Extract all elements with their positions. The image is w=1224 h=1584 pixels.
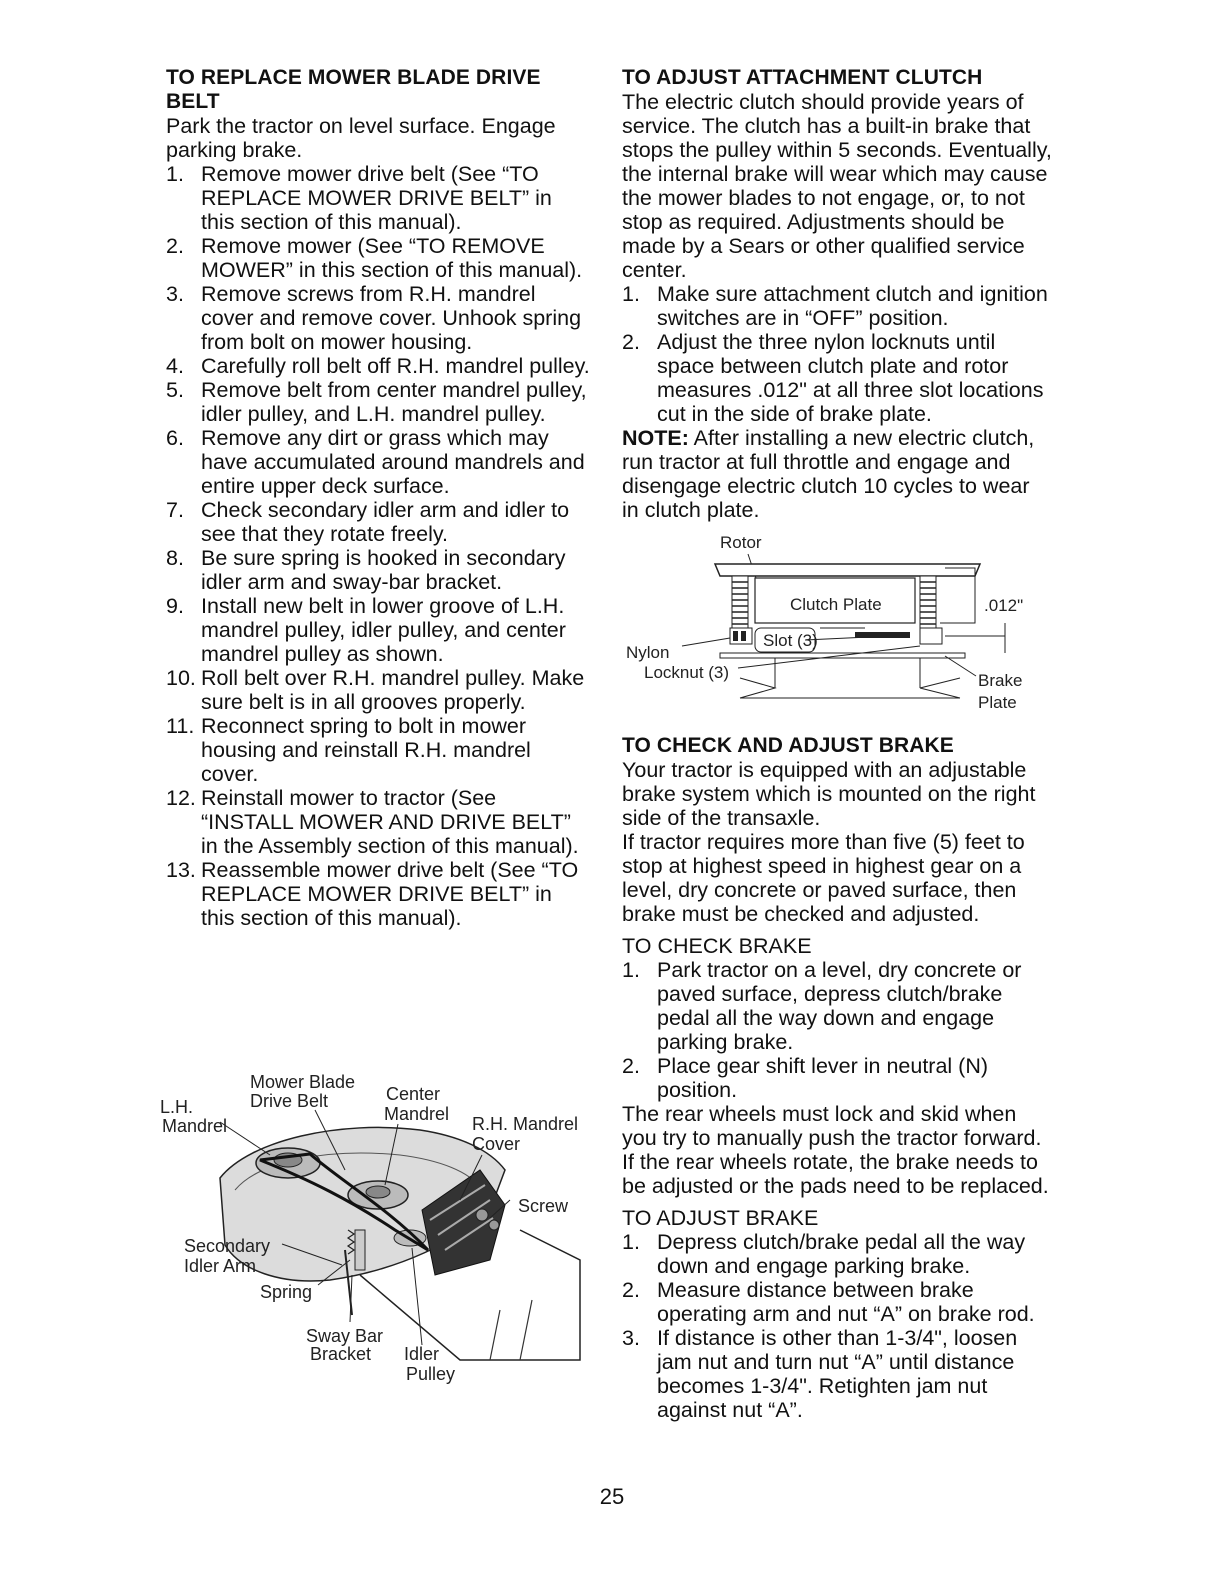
clutch-figure [620, 528, 1040, 718]
label-center-mandrel: Mandrel [384, 1104, 450, 1124]
replace-belt-intro: Park the tractor on level surface. Engage parking brake. [166, 114, 556, 162]
label-bracket: Bracket [310, 1344, 372, 1364]
adjust-brake-steps [622, 1230, 1052, 1422]
section-heading-replace-belt: TO REPLACE MOWER BLADE DRIVE BELT [166, 66, 541, 113]
list-item: 1. Depress clutch/brake pedal all the way down and engage parking brake. [622, 1230, 1026, 1278]
label-spring: Spring [260, 1282, 313, 1302]
label-mandrel: Mandrel [162, 1116, 228, 1136]
list-item: 6. Remove any dirt or grass which may have accumulated around mandrels and entire upper deck surface. [166, 426, 585, 498]
brake-intro-1: Your tractor is equipped with an adjustable brake system which is mounted on the right side of the transaxle. [622, 758, 1036, 830]
label-slot: Slot (3) [763, 631, 818, 650]
clutch-intro: The electric clutch should provide years of service. The clutch has a built-in brake that stops the pulley within 5 seconds. Eventually, the internal brake will wear which may cause the mower blades to not engage, or, to not stop as required. Adjustments should be made by a Sears or other qualified service center. [622, 90, 1052, 282]
section-heading-brake: TO CHECK AND ADJUST BRAKE [622, 734, 954, 757]
label-pulley: Pulley [406, 1364, 456, 1384]
list-item: 11. Reconnect spring to bolt in mower housing and reinstall R.H. mandrel cover. [166, 714, 531, 786]
list-item: 9. Install new belt in lower groove of L.H. mandrel pulley, idler pulley, and center mandrel pulley as shown. [166, 594, 566, 666]
list-item: 4. Carefully roll belt off R.H. mandrel pulley. [166, 354, 590, 378]
label-locknut: Locknut (3) [644, 663, 730, 682]
label-plate: Plate [978, 693, 1017, 712]
label-nylon: Nylon [626, 643, 670, 662]
label-gap: .012" [984, 596, 1024, 615]
check-brake-subheading: TO CHECK BRAKE [622, 934, 812, 958]
label-brake: Brake [978, 671, 1023, 690]
clutch-note [622, 426, 1052, 522]
page-number: 25 [599, 1484, 625, 1509]
clutch-steps [622, 282, 1052, 426]
list-item: 7. Check secondary idler arm and idler to see that they rotate freely. [166, 498, 570, 546]
left-column [166, 66, 591, 930]
mower-deck-figure [160, 1060, 600, 1390]
label-rh-mandrel: R.H. Mandrel [472, 1114, 579, 1134]
adjust-brake-subheading: TO ADJUST BRAKE [622, 1206, 819, 1230]
list-item: 8. Be sure spring is hooked in secondary idler arm and sway-bar bracket. [166, 546, 566, 594]
list-item: 2. Place gear shift lever in neutral (N) position. [622, 1054, 989, 1102]
section-heading-clutch: TO ADJUST ATTACHMENT CLUTCH [622, 66, 983, 89]
list-item: 12. Reinstall mower to tractor (See “INSTALL MOWER AND DRIVE BELT” in the Assembly section of this manual). [166, 786, 579, 858]
list-item: 5. Remove belt from center mandrel pulley, idler pulley, and L.H. mandrel pulley. [166, 378, 587, 426]
right-column [622, 66, 1052, 1422]
list-item: 2. Adjust the three nylon locknuts until space between clutch plate and rotor measures .012" at all three slot locations cut in the side of brake plate. [622, 330, 1044, 426]
list-item: 1. Remove mower drive belt (See “TO REPLACE MOWER DRIVE BELT” in this section of this manual). [166, 162, 552, 234]
note-text: After installing a new electric clutch, run tractor at full throttle and engage and disengage electric clutch 10 cycles to wear in clutch plate. [622, 426, 1035, 522]
list-item: 3. If distance is other than 1-3/4", loosen jam nut and turn nut “A” until distance becomes 1-3/4". Retighten jam nut against nut “A”. [622, 1326, 1018, 1422]
list-item: 1. Make sure attachment clutch and ignition switches are in “OFF” position. [622, 282, 1048, 330]
brake-intro-2: If tractor requires more than five (5) feet to stop at highest speed in highest gear on a level, dry concrete or paved surface, then brake must be checked and adjusted. [622, 830, 1025, 926]
label-idler: Idler [404, 1344, 440, 1364]
list-item: 2. Remove mower (See “TO REMOVE MOWER” in this section of this manual). [166, 234, 583, 282]
label-lh: L.H. [160, 1097, 194, 1117]
list-item: 1. Park tractor on a level, dry concrete or paved surface, depress clutch/brake pedal all the way down and engage parking brake. [622, 958, 1022, 1054]
check-brake-steps [622, 958, 1052, 1102]
label-cover: Cover [472, 1134, 521, 1154]
label-rotor: Rotor [720, 533, 762, 552]
label-idler-arm: Idler Arm [184, 1256, 257, 1276]
label-screw: Screw [518, 1196, 569, 1216]
check-brake-after: The rear wheels must lock and skid when you try to manually push the tractor forward. If the rear wheels rotate, the brake needs to be adjusted or the pads need to be replaced. [622, 1102, 1049, 1198]
label-sway-bar: Sway Bar [306, 1326, 384, 1346]
label-mower-blade: Mower Blade [250, 1072, 356, 1092]
replace-belt-steps [166, 162, 591, 930]
label-secondary: Secondary [184, 1236, 271, 1256]
list-item: 2. Measure distance between brake operating arm and nut “A” on brake rod. [622, 1278, 1035, 1326]
label-clutch-plate: Clutch Plate [790, 595, 882, 614]
note-label: NOTE: [622, 426, 689, 450]
list-item: 3. Remove screws from R.H. mandrel cover and remove cover. Unhook spring from bolt on mower housing. [166, 282, 582, 354]
list-item: 10. Roll belt over R.H. mandrel pulley. Make sure belt is in all grooves properly. [166, 666, 585, 714]
list-item: 13. Reassemble mower drive belt (See “TO REPLACE MOWER DRIVE BELT” in this section of this manual). [166, 858, 579, 930]
label-center: Center [386, 1084, 441, 1104]
label-drive-belt: Drive Belt [250, 1091, 329, 1111]
